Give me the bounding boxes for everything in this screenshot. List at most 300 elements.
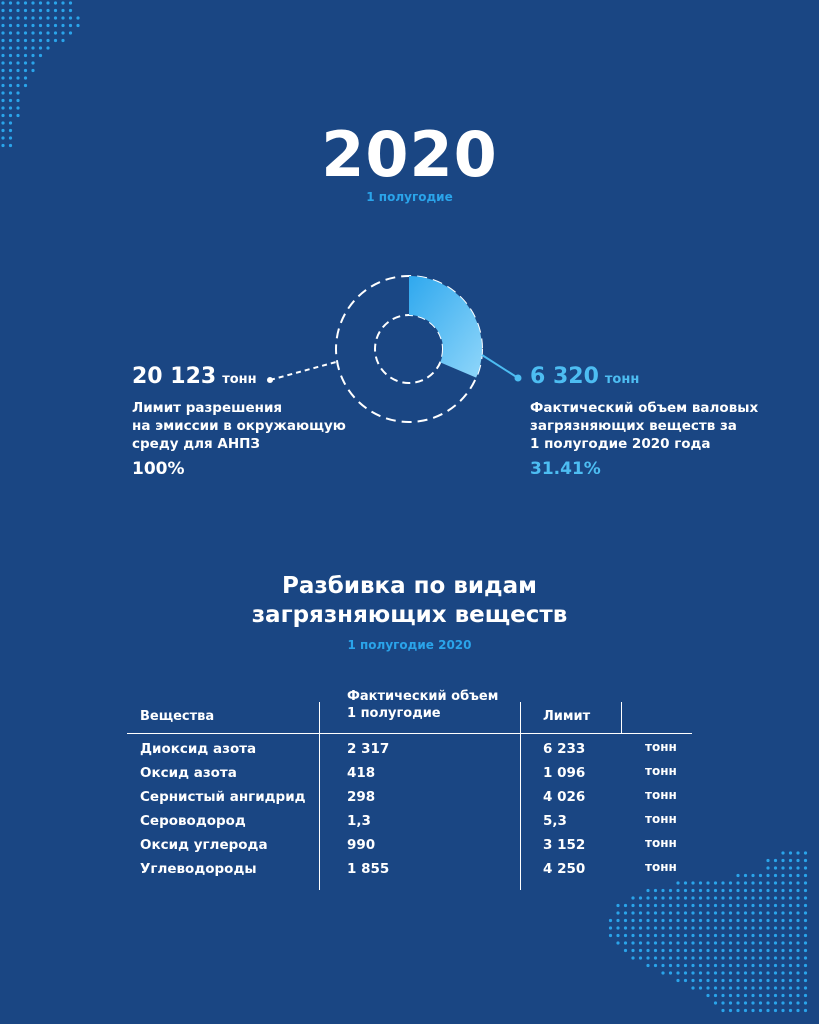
decor-dot xyxy=(729,1001,732,1004)
decor-dot xyxy=(639,926,642,929)
decor-dot xyxy=(616,919,619,922)
decor-dot xyxy=(714,1001,717,1004)
decor-dot xyxy=(736,1001,739,1004)
decor-dot xyxy=(766,1001,769,1004)
decor-dot xyxy=(804,956,807,959)
decor-dot xyxy=(646,964,649,967)
decor-dot xyxy=(714,934,717,937)
decor-dot xyxy=(654,934,657,937)
decor-dot xyxy=(624,926,627,929)
decor-dot xyxy=(721,926,724,929)
decor-dot xyxy=(781,919,784,922)
decor-dot xyxy=(684,949,687,952)
decor-dot xyxy=(789,904,792,907)
decor-dot xyxy=(699,926,702,929)
decor-dot xyxy=(706,941,709,944)
decor-dot xyxy=(661,949,664,952)
decor-dot xyxy=(631,904,634,907)
decor-dot xyxy=(804,994,807,997)
row-actual: 298 xyxy=(347,789,376,805)
decor-dot xyxy=(751,1009,754,1012)
row-substance: Сернистый ангидрид xyxy=(140,789,306,805)
decor-dot xyxy=(804,1009,807,1012)
decor-dot xyxy=(751,994,754,997)
decor-dot xyxy=(766,979,769,982)
decor-dot xyxy=(759,919,762,922)
decor-dot xyxy=(661,934,664,937)
row-unit: тонн xyxy=(645,860,677,874)
decor-dot xyxy=(676,979,679,982)
decor-dot xyxy=(699,896,702,899)
decor-dot xyxy=(804,1001,807,1004)
decor-dot xyxy=(804,971,807,974)
decor-dot xyxy=(804,919,807,922)
decor-dot xyxy=(781,971,784,974)
decor-dot xyxy=(804,904,807,907)
decor-dot xyxy=(751,896,754,899)
decor-dot xyxy=(774,904,777,907)
decor-dot xyxy=(789,911,792,914)
decor-dot xyxy=(616,941,619,944)
decor-dot xyxy=(789,956,792,959)
row-actual: 418 xyxy=(347,765,376,781)
decor-dot xyxy=(676,889,679,892)
decor-dot xyxy=(781,1009,784,1012)
decor-dot xyxy=(736,971,739,974)
decor-dot xyxy=(721,904,724,907)
row-actual: 2 317 xyxy=(347,741,390,757)
decor-dot xyxy=(639,956,642,959)
actual-percent: 31.41% xyxy=(530,459,601,479)
decor-dot xyxy=(706,919,709,922)
decor-dot xyxy=(774,919,777,922)
decor-dot xyxy=(669,904,672,907)
decor-dot xyxy=(714,911,717,914)
decor-dot xyxy=(654,919,657,922)
decor-dot xyxy=(639,904,642,907)
decor-dot xyxy=(669,941,672,944)
decor-dot xyxy=(789,1001,792,1004)
decor-dot xyxy=(796,964,799,967)
decor-dot xyxy=(631,926,634,929)
decor-dot xyxy=(676,971,679,974)
decor-dot xyxy=(616,911,619,914)
decor-dot xyxy=(721,889,724,892)
breakdown-period: 1 полугодие 2020 xyxy=(347,638,472,652)
decor-dot xyxy=(751,941,754,944)
row-unit: тонн xyxy=(645,740,677,754)
decor-dot xyxy=(699,971,702,974)
decor-dot xyxy=(699,904,702,907)
decor-dot xyxy=(706,971,709,974)
decor-dot xyxy=(796,956,799,959)
decor-dot xyxy=(631,941,634,944)
decor-dot xyxy=(721,994,724,997)
decor-dot xyxy=(684,904,687,907)
decor-dot xyxy=(691,956,694,959)
decor-dot xyxy=(781,941,784,944)
decor-dot xyxy=(669,956,672,959)
row-substance: Оксид азота xyxy=(140,765,237,781)
decor-dot xyxy=(706,956,709,959)
decor-dot xyxy=(639,941,642,944)
decor-dot xyxy=(781,986,784,989)
column-header-substance: Вещества xyxy=(140,709,215,724)
table-row xyxy=(0,789,819,813)
decor-dot xyxy=(789,986,792,989)
row-unit: тонн xyxy=(645,788,677,802)
decor-dot xyxy=(759,956,762,959)
decor-dot xyxy=(669,964,672,967)
decor-dot xyxy=(691,934,694,937)
decor-dot xyxy=(654,949,657,952)
decor-dot xyxy=(691,971,694,974)
decor-dot xyxy=(759,911,762,914)
decor-dot xyxy=(624,949,627,952)
decor-dot xyxy=(804,911,807,914)
right-connector xyxy=(482,355,518,378)
decor-dot xyxy=(744,994,747,997)
decor-dot xyxy=(796,949,799,952)
decor-dot xyxy=(721,1009,724,1012)
decor-dot xyxy=(721,956,724,959)
decor-dot xyxy=(706,964,709,967)
decor-dot xyxy=(796,926,799,929)
decor-dot xyxy=(774,956,777,959)
decor-dot xyxy=(789,949,792,952)
decor-dot xyxy=(729,934,732,937)
decor-dot xyxy=(631,956,634,959)
decor-dot xyxy=(609,919,612,922)
decor-dot xyxy=(706,926,709,929)
decor-dot xyxy=(616,904,619,907)
decor-dot xyxy=(691,979,694,982)
decor-dot xyxy=(669,926,672,929)
header-divider xyxy=(127,733,692,734)
decor-dot xyxy=(684,971,687,974)
decor-dot xyxy=(796,1009,799,1012)
decor-dot xyxy=(796,896,799,899)
decor-dot xyxy=(789,926,792,929)
decor-dot xyxy=(744,979,747,982)
decor-dot xyxy=(736,896,739,899)
decor-dot xyxy=(804,964,807,967)
decor-dot xyxy=(744,911,747,914)
decor-dot xyxy=(699,934,702,937)
decor-dot xyxy=(789,994,792,997)
decor-dot xyxy=(774,971,777,974)
decor-dot xyxy=(676,919,679,922)
decor-dot xyxy=(699,911,702,914)
decor-dot xyxy=(684,896,687,899)
row-substance: Сероводород xyxy=(140,813,246,829)
decor-dot xyxy=(736,949,739,952)
decor-dot xyxy=(714,919,717,922)
decor-dot xyxy=(729,971,732,974)
decor-dot xyxy=(721,979,724,982)
decor-dot xyxy=(751,971,754,974)
decor-dot xyxy=(699,956,702,959)
decor-dot xyxy=(691,926,694,929)
row-actual: 1 855 xyxy=(347,861,390,877)
decor-dot xyxy=(631,911,634,914)
decor-dot xyxy=(774,896,777,899)
decor-dot xyxy=(774,926,777,929)
decor-dot xyxy=(684,919,687,922)
decor-dot xyxy=(729,964,732,967)
decor-dot xyxy=(639,896,642,899)
row-substance: Оксид углерода xyxy=(140,837,268,853)
decor-dot xyxy=(736,964,739,967)
row-substance: Диоксид азота xyxy=(140,741,257,757)
decor-dot xyxy=(714,889,717,892)
decor-dot xyxy=(774,941,777,944)
decor-dot xyxy=(654,956,657,959)
decor-dot xyxy=(714,926,717,929)
decor-dot xyxy=(766,1009,769,1012)
decor-dot xyxy=(721,934,724,937)
decor-dot xyxy=(766,956,769,959)
decor-dot xyxy=(624,919,627,922)
decor-dot xyxy=(661,956,664,959)
row-unit: тонн xyxy=(645,812,677,826)
decor-dot xyxy=(789,919,792,922)
decor-dot xyxy=(654,911,657,914)
column-divider-3 xyxy=(621,702,622,734)
decor-dot xyxy=(759,979,762,982)
decor-dot xyxy=(684,964,687,967)
decor-dot xyxy=(736,926,739,929)
decor-dot xyxy=(774,979,777,982)
decor-dot xyxy=(654,941,657,944)
row-limit: 1 096 xyxy=(543,765,586,781)
decor-dot xyxy=(721,1001,724,1004)
decor-dot xyxy=(774,949,777,952)
column-header-limit: Лимит xyxy=(543,709,591,724)
decor-dot xyxy=(789,1009,792,1012)
decor-dot xyxy=(796,934,799,937)
decor-dot xyxy=(766,986,769,989)
decor-dot xyxy=(796,979,799,982)
decor-dot xyxy=(789,934,792,937)
decor-dot xyxy=(751,889,754,892)
decor-dot xyxy=(729,956,732,959)
actual-stat xyxy=(530,364,770,479)
decor-dot xyxy=(676,904,679,907)
decor-dot xyxy=(781,911,784,914)
table-row xyxy=(0,837,819,861)
decor-dot xyxy=(781,956,784,959)
decor-dot xyxy=(624,934,627,937)
decor-dot xyxy=(759,896,762,899)
decor-dot xyxy=(804,889,807,892)
actual-description: Фактический объем валовых загрязняющих веществ за 1 полугодие 2020 года xyxy=(530,400,759,452)
decor-dot xyxy=(796,919,799,922)
decor-dot xyxy=(744,896,747,899)
decor-dot xyxy=(699,941,702,944)
decor-dot xyxy=(759,971,762,974)
decor-dot xyxy=(729,904,732,907)
decor-dot xyxy=(624,904,627,907)
decor-dot xyxy=(751,1001,754,1004)
decor-dot xyxy=(729,926,732,929)
decor-dot xyxy=(646,889,649,892)
decor-dot xyxy=(736,986,739,989)
decor-dot xyxy=(781,896,784,899)
decor-dot xyxy=(789,889,792,892)
row-limit: 4 250 xyxy=(543,861,586,877)
decor-dot xyxy=(766,926,769,929)
decor-dot xyxy=(639,911,642,914)
decor-dot xyxy=(639,934,642,937)
decor-dot xyxy=(721,911,724,914)
decor-dot xyxy=(789,964,792,967)
decor-dot xyxy=(744,941,747,944)
decor-dot xyxy=(714,941,717,944)
decor-dot xyxy=(766,919,769,922)
decor-dot xyxy=(714,971,717,974)
decor-dot xyxy=(729,911,732,914)
decor-dot xyxy=(654,904,657,907)
decor-dot xyxy=(751,986,754,989)
decor-dot xyxy=(804,986,807,989)
decor-dot xyxy=(646,911,649,914)
decor-dot xyxy=(691,904,694,907)
decor-dot xyxy=(796,986,799,989)
decor-dot xyxy=(774,994,777,997)
table-row xyxy=(0,813,819,837)
decor-dot xyxy=(751,926,754,929)
decor-dot xyxy=(676,934,679,937)
decor-dot xyxy=(796,1001,799,1004)
decor-dot xyxy=(624,911,627,914)
limit-stat xyxy=(132,364,352,479)
decor-dot xyxy=(721,949,724,952)
decor-dot xyxy=(669,896,672,899)
decor-dot xyxy=(781,904,784,907)
table-row xyxy=(0,765,819,789)
decor-dot xyxy=(766,889,769,892)
decor-dot xyxy=(616,934,619,937)
decor-dot xyxy=(616,926,619,929)
decor-dot xyxy=(796,911,799,914)
decor-dot xyxy=(654,896,657,899)
decor-dot xyxy=(646,896,649,899)
decor-dot xyxy=(684,941,687,944)
decor-dot xyxy=(646,941,649,944)
decor-dot xyxy=(669,971,672,974)
row-limit: 6 233 xyxy=(543,741,586,757)
decor-dot xyxy=(721,964,724,967)
decor-dot xyxy=(751,934,754,937)
decor-dot xyxy=(751,904,754,907)
decor-dot xyxy=(759,889,762,892)
decor-dot xyxy=(759,904,762,907)
decor-dot xyxy=(646,949,649,952)
decor-dot xyxy=(766,941,769,944)
decor-dot xyxy=(774,911,777,914)
decor-dot xyxy=(751,956,754,959)
year-title: 2020 xyxy=(321,118,498,191)
decor-dot xyxy=(706,949,709,952)
decor-dot xyxy=(804,934,807,937)
decor-dot xyxy=(766,964,769,967)
decor-dot xyxy=(661,896,664,899)
decor-dot xyxy=(669,934,672,937)
decor-dot xyxy=(661,926,664,929)
decor-dot xyxy=(691,941,694,944)
decor-dot xyxy=(714,986,717,989)
decor-dot xyxy=(759,1001,762,1004)
decor-dot xyxy=(774,964,777,967)
limit-value: 20 123 тонн xyxy=(132,364,257,389)
decor-dot xyxy=(706,904,709,907)
period-subtitle: 1 полугодие xyxy=(366,190,453,204)
decor-dot xyxy=(781,949,784,952)
decor-dot xyxy=(684,911,687,914)
decor-dot xyxy=(646,926,649,929)
decor-dot xyxy=(796,994,799,997)
decor-dot xyxy=(684,979,687,982)
decor-dot xyxy=(789,941,792,944)
decor-dot xyxy=(736,1009,739,1012)
row-unit: тонн xyxy=(645,764,677,778)
decor-dot xyxy=(699,919,702,922)
decor-dot xyxy=(661,964,664,967)
decor-dot xyxy=(729,994,732,997)
table-row xyxy=(0,741,819,765)
decor-dot xyxy=(661,889,664,892)
decor-dot xyxy=(639,949,642,952)
decor-dot xyxy=(729,941,732,944)
decor-dot xyxy=(706,896,709,899)
decor-dot xyxy=(661,971,664,974)
decor-dot xyxy=(751,919,754,922)
decor-dot xyxy=(736,979,739,982)
decor-dot xyxy=(759,926,762,929)
decor-dot xyxy=(676,911,679,914)
decor-dot xyxy=(676,964,679,967)
decor-dot xyxy=(796,941,799,944)
decor-dot xyxy=(729,949,732,952)
row-actual: 1,3 xyxy=(347,813,371,829)
decor-dot xyxy=(729,919,732,922)
decor-dot xyxy=(669,949,672,952)
decor-dot xyxy=(789,971,792,974)
decor-dot xyxy=(736,941,739,944)
decor-dot xyxy=(691,896,694,899)
decor-dot xyxy=(804,949,807,952)
decor-dot xyxy=(699,889,702,892)
decor-dot xyxy=(751,911,754,914)
decor-dot xyxy=(699,949,702,952)
decor-dot xyxy=(751,949,754,952)
decor-dot xyxy=(654,889,657,892)
decor-dot xyxy=(639,919,642,922)
limit-percent: 100% xyxy=(132,459,185,479)
decor-dot xyxy=(766,904,769,907)
decor-dot xyxy=(721,986,724,989)
decor-dot xyxy=(736,919,739,922)
actual-value: 6 320 тонн xyxy=(530,364,640,389)
decor-dot xyxy=(744,904,747,907)
decor-dot xyxy=(781,964,784,967)
decor-dot xyxy=(714,904,717,907)
decor-dot xyxy=(721,971,724,974)
decor-dot xyxy=(759,949,762,952)
decor-dot xyxy=(759,941,762,944)
decor-dot xyxy=(699,964,702,967)
